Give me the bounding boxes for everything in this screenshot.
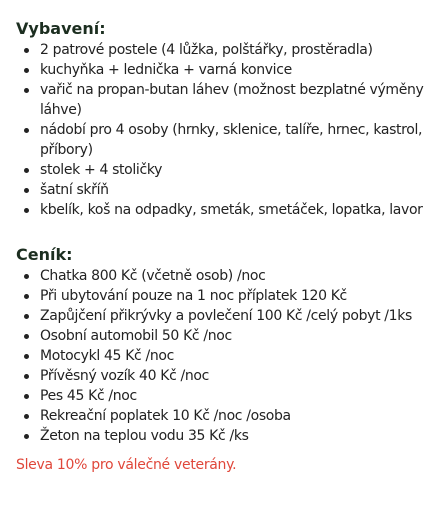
equipment-item: kbelík, koš na odpadky, smeták, smetáček, lopatka, lavor — [16, 200, 438, 220]
price-item: Při ubytování pouze na 1 noc příplatek 120 Kč — [16, 286, 438, 306]
equipment-heading: Vybavení: — [16, 19, 106, 38]
price-item: Zapůjčení přikrývky a povlečení 100 Kč /celý pobyt /1ks — [16, 306, 438, 326]
price-item: Pes 45 Kč /noc — [16, 386, 438, 406]
price-item: Motocykl 45 Kč /noc — [16, 346, 438, 366]
equipment-item: 2 patrové postele (4 lůžka, polštářky, prostěradla) — [16, 40, 438, 60]
pricelist-heading: Ceník: — [16, 245, 73, 264]
equipment-item: šatní skříň — [16, 180, 438, 200]
price-item: Žeton na teplou vodu 35 Kč /ks — [16, 426, 438, 446]
section-spacer — [16, 220, 438, 244]
price-item: Přívěsný vozík 40 Kč /noc — [16, 366, 438, 386]
price-item: Osobní automobil 50 Kč /noc — [16, 326, 438, 346]
veteran-discount-note: Sleva 10% pro válečné veterány. — [16, 457, 237, 473]
equipment-item: kuchyňka + lednička + varná konvice — [16, 60, 438, 80]
pricelist-list — [16, 266, 438, 446]
equipment-list — [16, 40, 438, 220]
equipment-item: vařič na propan-butan láhev (možnost bezplatné výměny láhve) — [16, 80, 438, 120]
price-item: Rekreační poplatek 10 Kč /noc /osoba — [16, 406, 438, 426]
price-item: Chatka 800 Kč (včetně osob) /noc — [16, 266, 438, 286]
equipment-item: stolek + 4 stoličky — [16, 160, 438, 180]
equipment-item: nádobí pro 4 osoby (hrnky, sklenice, talíře, hrnec, kastrol, příbory) — [16, 120, 438, 160]
